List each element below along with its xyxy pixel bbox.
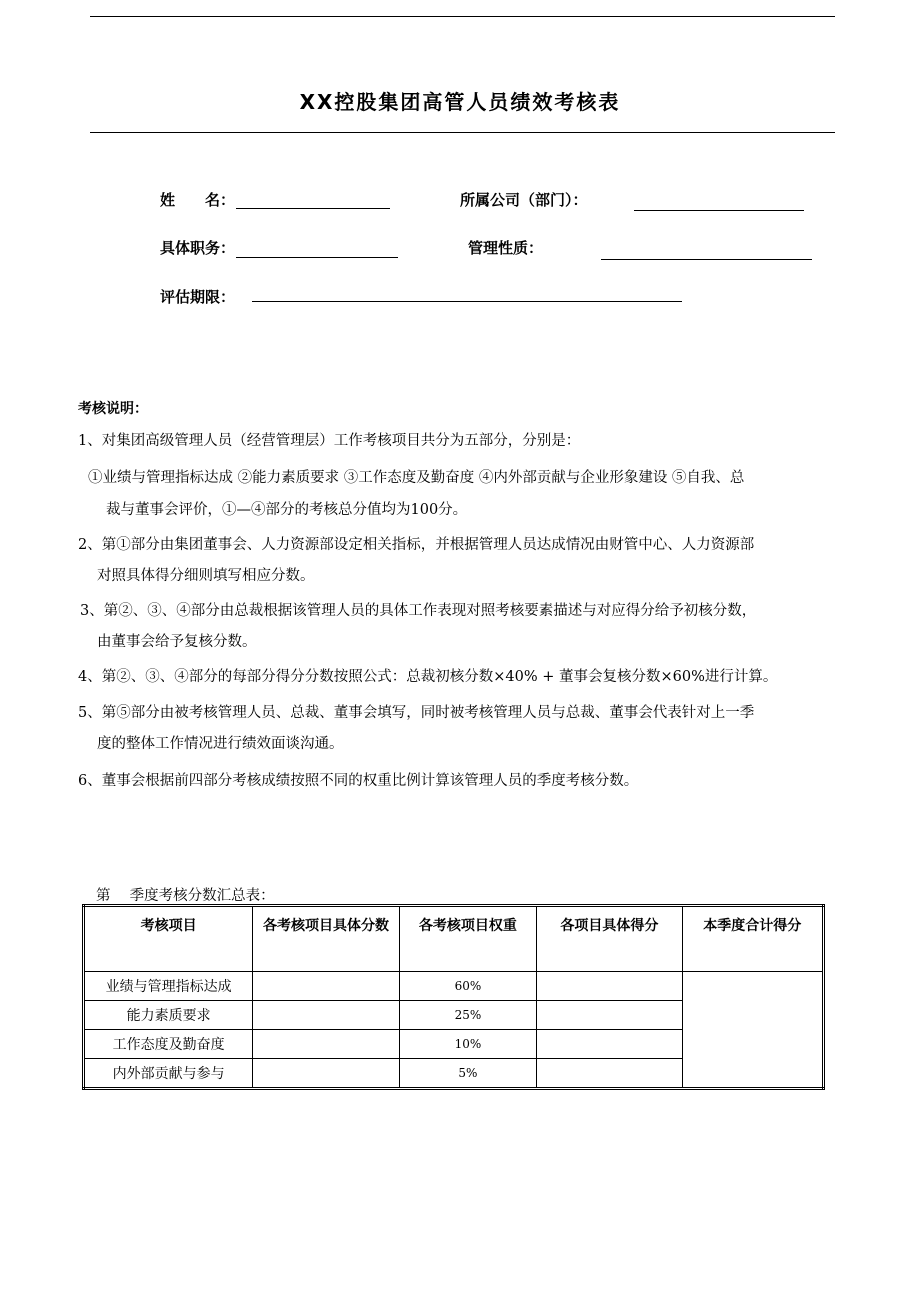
score-cell[interactable] [253, 1030, 399, 1059]
score-cell[interactable] [253, 972, 399, 1001]
weight-cell: 10% [399, 1030, 536, 1059]
nature-label: 管理性质： [468, 239, 544, 257]
note-line: 5、第⑤部分由被考核管理人员、总裁、董事会填写，同时被考核管理人员与总裁、董事会代表针对上一季 [78, 705, 755, 721]
score-cell[interactable] [253, 1001, 399, 1030]
header-total: 本季度合计得分 [682, 906, 823, 972]
header-score: 各考核项目具体分数 [253, 906, 399, 972]
item-cell: 业绩与管理指标达成 [84, 972, 253, 1001]
period-field[interactable] [252, 301, 682, 302]
position-label: 具体职务： [160, 239, 236, 257]
table-caption: 第 季度考核分数汇总表： [96, 888, 275, 904]
note-line: 4、第②、③、④部分的每部分得分分数按照公式：总裁初核分数×40% + 董事会复核分数×60%进行计算。 [78, 669, 778, 685]
note-line: 裁与董事会评价，①—④部分的考核总分值均为100分。 [106, 502, 468, 518]
notes-heading: 考核说明： [78, 401, 148, 417]
weight-cell: 25% [399, 1001, 536, 1030]
table-header-row [84, 906, 824, 972]
period-label: 评估期限： [160, 288, 236, 306]
item-cell: 工作态度及勤奋度 [84, 1030, 253, 1059]
result-cell[interactable] [537, 1030, 682, 1059]
note-line: 2、第①部分由集团董事会、人力资源部设定相关指标，并根据管理人员达成情况由财管中心、人力资源部 [78, 537, 755, 553]
weight-cell: 5% [399, 1059, 536, 1089]
note-line: 由董事会给予复核分数。 [97, 634, 257, 650]
note-line: 对照具体得分细则填写相应分数。 [97, 568, 315, 584]
note-line: ①业绩与管理指标达成 ②能力素质要求 ③工作态度及勤奋度 ④内外部贡献与企业形象建设 ⑤自我、总 [88, 470, 745, 486]
title-rule [90, 132, 835, 133]
page-title: XX控股集团高管人员绩效考核表 [299, 90, 621, 114]
top-rule [90, 16, 835, 17]
header-item: 考核项目 [84, 906, 253, 972]
table-row [84, 972, 824, 1001]
company-field[interactable] [634, 210, 804, 211]
company-label: 所属公司（部门）： [460, 191, 588, 209]
note-line: 1、对集团高级管理人员（经营管理层）工作考核项目共分为五部分，分别是： [78, 433, 581, 449]
item-cell: 内外部贡献与参与 [84, 1059, 253, 1089]
name-label: 姓 名： [160, 191, 236, 209]
header-result: 各项目具体得分 [537, 906, 682, 972]
score-cell[interactable] [253, 1059, 399, 1089]
header-weight: 各考核项目权重 [399, 906, 536, 972]
position-field[interactable] [236, 257, 398, 258]
note-line: 6、董事会根据前四部分考核成绩按照不同的权重比例计算该管理人员的季度考核分数。 [78, 773, 639, 789]
weight-cell: 60% [399, 972, 536, 1001]
quarter-total-cell[interactable] [682, 972, 823, 1089]
nature-field[interactable] [601, 259, 812, 260]
note-line: 3、第②、③、④部分由总裁根据该管理人员的具体工作表现对照考核要素描述与对应得分给予初核分数， [80, 603, 757, 619]
score-summary-table [82, 904, 825, 1090]
name-field[interactable] [236, 208, 390, 209]
result-cell[interactable] [537, 1059, 682, 1089]
result-cell[interactable] [537, 972, 682, 1001]
item-cell: 能力素质要求 [84, 1001, 253, 1030]
result-cell[interactable] [537, 1001, 682, 1030]
note-line: 度的整体工作情况进行绩效面谈沟通。 [97, 736, 344, 752]
